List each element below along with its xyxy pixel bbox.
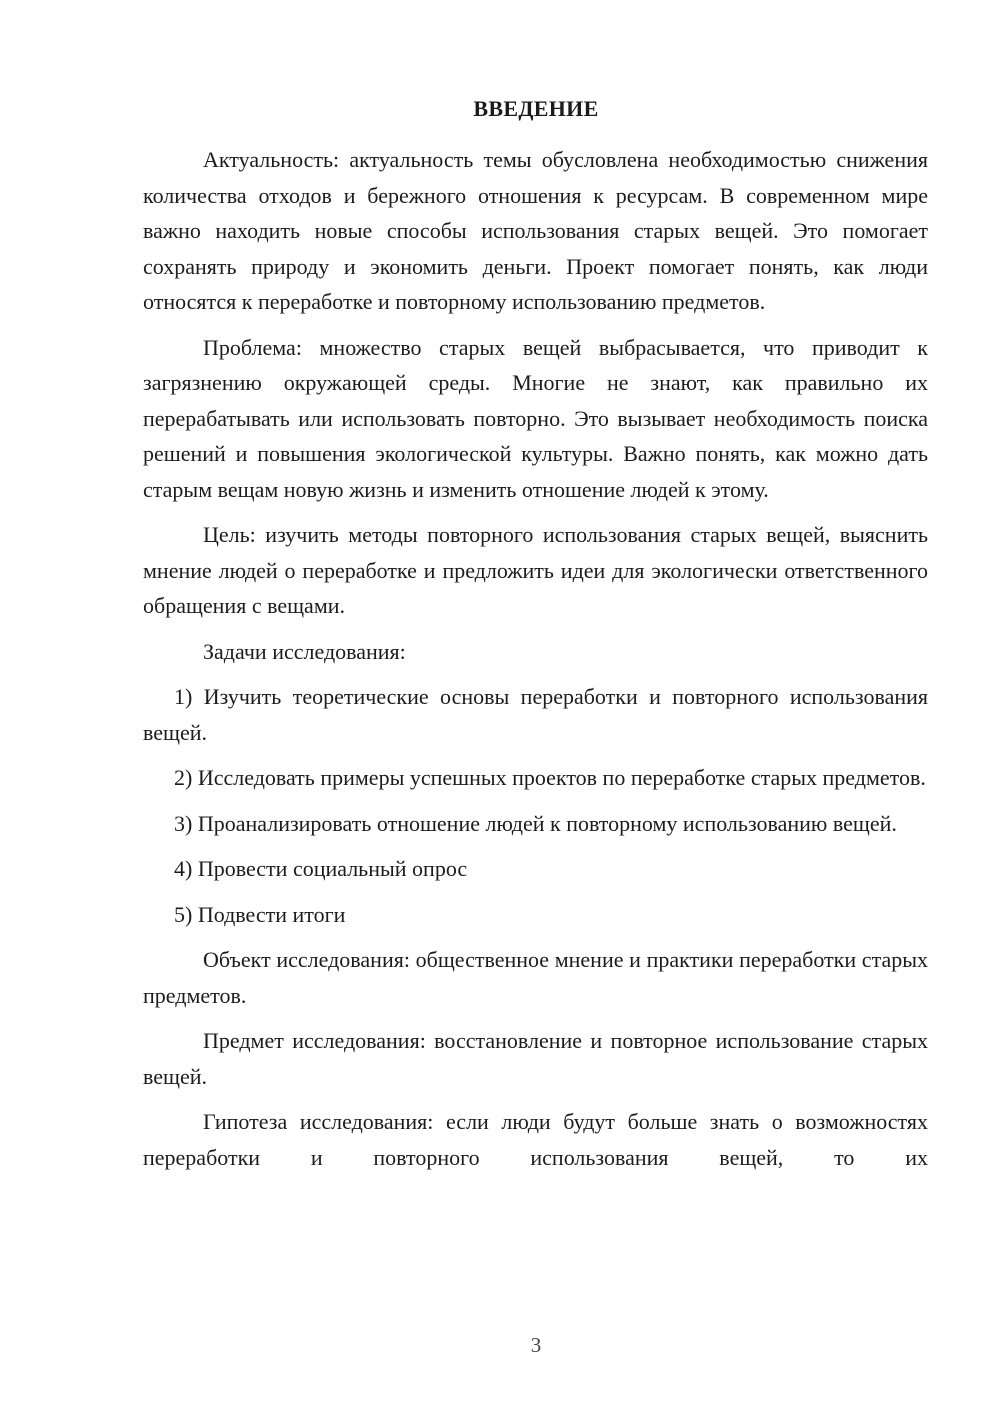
task-item-5: 5) Подвести итоги: [174, 901, 346, 927]
task-item-2: 2) Исследовать примеры успешных проектов по переработке старых предметов.: [174, 765, 926, 790]
task-item-1: 1) Изучить теоретические основы переработки и повторного использования вещей.: [143, 684, 928, 745]
paragraph-goal: Цель: изучить методы повторного использования старых вещей, выяснить мнение людей о переработке и предложить идеи для экологически ответственного обращения с вещами.: [143, 522, 928, 618]
page-title: ВВЕДЕНИЕ: [473, 96, 599, 121]
paragraph-hypothesis: Гипотеза исследования: если люди будут больше знать о возможностях переработки и повторного использования вещей, то их: [143, 1109, 928, 1170]
task-item-3: 3) Проанализировать отношение людей к повторному использованию вещей.: [174, 810, 897, 836]
task-item-4: 4) Провести социальный опрос: [174, 856, 468, 881]
paragraph-subject: Предмет исследования: восстановление и повторное использование старых вещей.: [143, 1028, 928, 1089]
document-body: [143, 142, 928, 1185]
paragraph-problem: Проблема: множество старых вещей выбрасывается, что приводит к загрязнению окружающей среды. Многие не знают, как правильно их перерабатывать или использовать повторно. Это вызывает необходимость поиска решений и повышения экологической культуры. Важно понять, как можно дать старым вещам новую жизнь и изменить отношение людей к этому.: [143, 334, 928, 502]
paragraph-relevance: Актуальность: актуальность темы обусловлена необходимостью снижения количества отходов и бережного отношения к ресурсам. В современном мире важно находить новые способы использования старых вещей. Это помогает сохранять природу и экономить деньги. Проект помогает понять, как люди относятся к переработке и повторному использованию предметов.: [143, 147, 928, 314]
tasks-heading: Задачи исследования:: [203, 638, 406, 664]
paragraph-object: Объект исследования: общественное мнение и практики переработки старых предметов.: [143, 947, 928, 1008]
page-number: 3: [530, 1333, 542, 1357]
